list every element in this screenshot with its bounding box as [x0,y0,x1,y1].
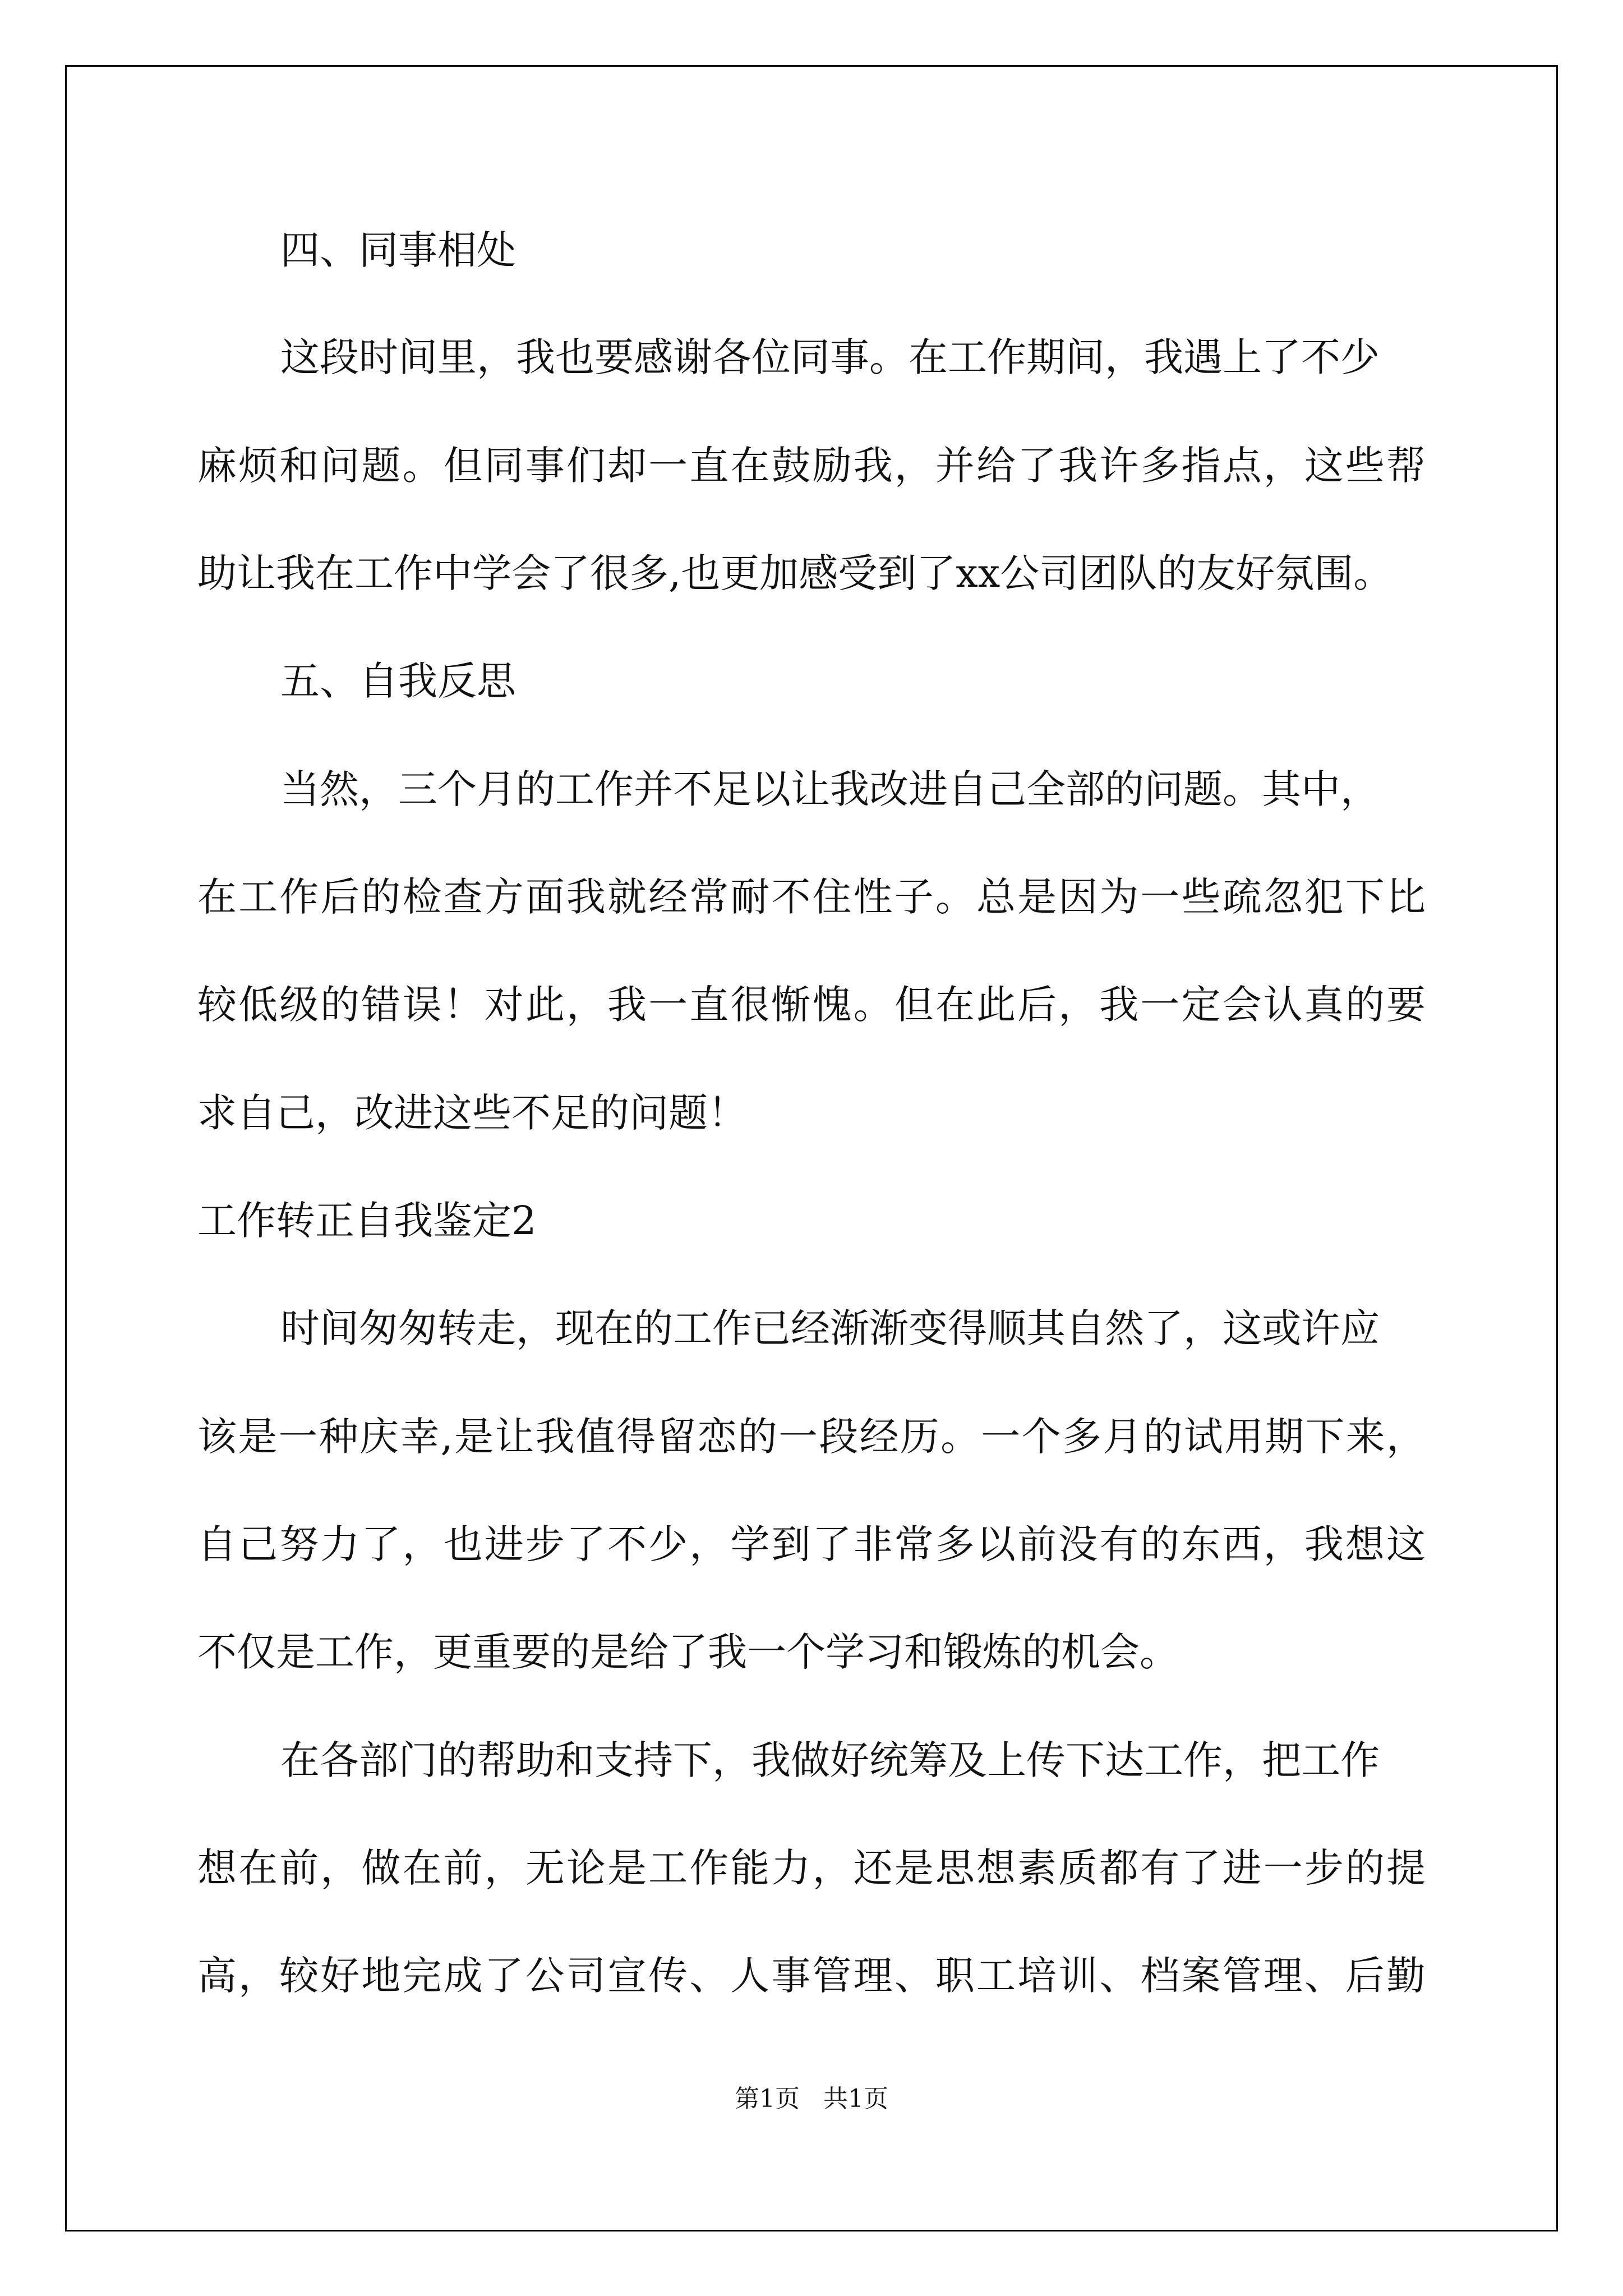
paragraph-line: 该是一种庆幸,是让我值得留恋的一段经历。一个多月的试用期下来， [197,1414,1426,1460]
page-border [65,65,1558,2231]
paragraph-line: 求自己，改进这些不足的问题！ [197,1090,747,1136]
paragraph-line: 想在前，做在前，无论是工作能力，还是思想素质都有了进一步的提 [197,1845,1426,1891]
paragraph-line: 当然，三个月的工作并不足以让我改进自己全部的问题。其中， [280,766,1380,812]
paragraph-line: 在各部门的帮助和支持下，我做好统筹及上传下达工作，把工作 [280,1737,1380,1783]
paragraph-line: 在工作后的检查方面我就经常耐不住性子。总是因为一些疏忽犯下比 [197,874,1426,920]
paragraph-line: 麻烦和问题。但同事们却一直在鼓励我，并给了我许多指点，这些帮 [197,443,1426,489]
paragraph-line: 这段时间里，我也要感谢各位同事。在工作期间，我遇上了不少 [280,334,1380,380]
paragraph-line: 自己努力了，也进步了不少，学到了非常多以前没有的东西，我想这 [197,1521,1426,1567]
document-title: 工作转正自我鉴定2 [197,1198,537,1244]
page-number-footer: 第1页 共1页 [735,2085,888,2113]
paragraph-line: 时间匆匆转走，现在的工作已经渐渐变得顺其自然了，这或许应 [280,1305,1380,1351]
section-heading-self-reflection: 五、自我反思 [280,658,516,704]
paragraph-line: 助让我在工作中学会了很多,也更加感受到了xx公司团队的友好氛围。 [197,550,1393,596]
paragraph-line: 高，较好地完成了公司宣传、人事管理、职工培训、档案管理、后勤 [197,1953,1426,1999]
section-heading-colleagues: 四、同事相处 [280,227,516,273]
paragraph-line: 较低级的错误！对此，我一直很惭愧。但在此后，我一定会认真的要 [197,982,1426,1028]
paragraph-line: 不仅是工作，更重要的是给了我一个学习和锻炼的机会。 [197,1629,1179,1675]
